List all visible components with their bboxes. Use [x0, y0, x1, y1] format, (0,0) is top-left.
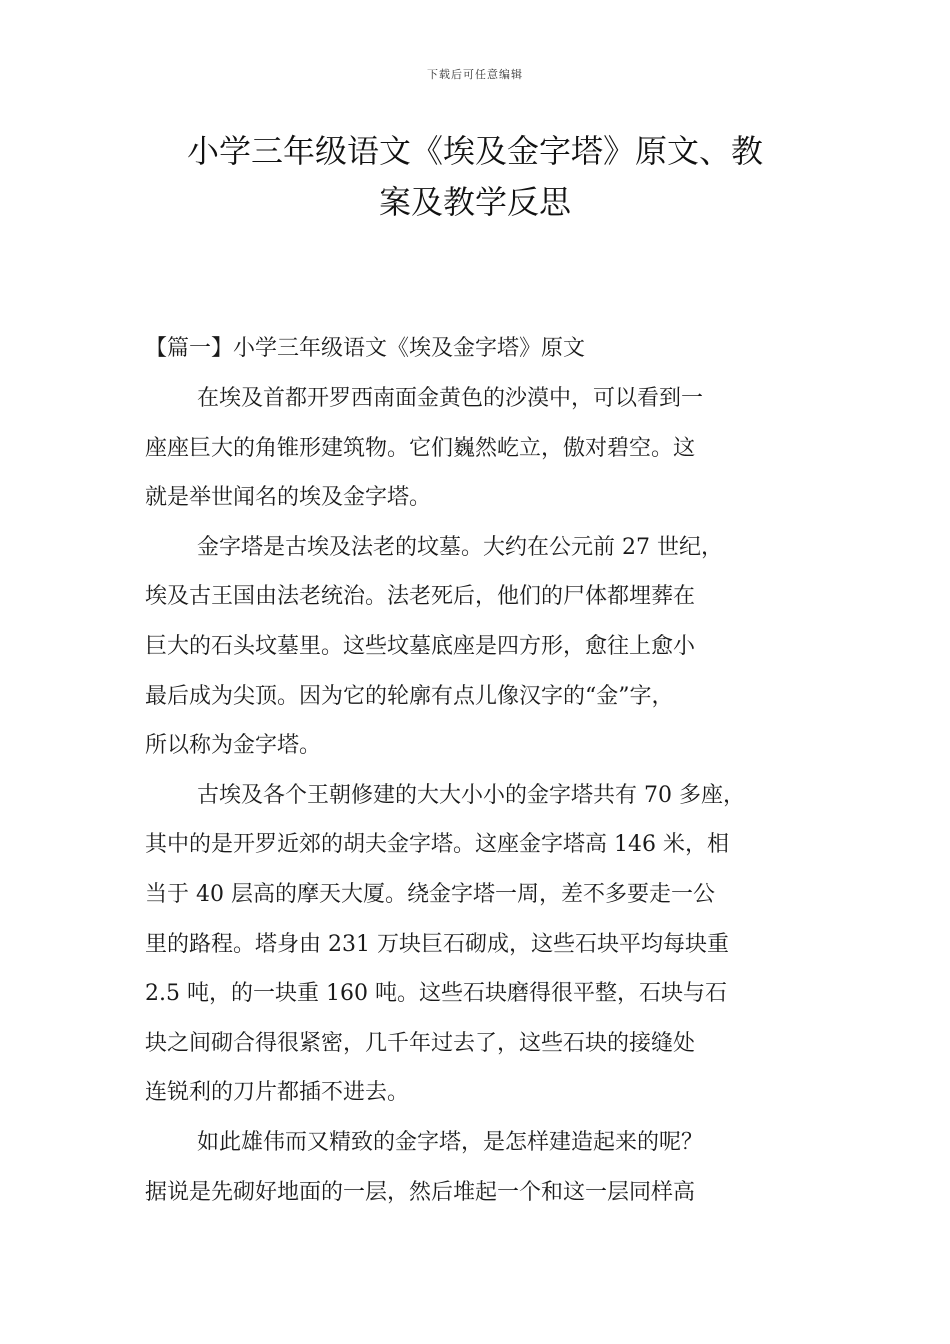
text-line: 里的路程。塔身由 231 万块巨石砌成，这些石块平均每块重: [145, 931, 729, 957]
text-line: 座座巨大的角锥形建筑物。它们巍然屹立，傲对碧空。这: [145, 435, 696, 461]
paragraph: [145, 1118, 815, 1217]
text-line: 其中的是开罗近郊的胡夫金字塔。这座金字塔高 146 米，相: [145, 832, 729, 858]
document-title: [145, 126, 805, 228]
text-line: 块之间砌合得很紧密，几千年过去了，这些石块的接缝处: [145, 1030, 696, 1056]
text-line: 巨大的石头坟墓里。这些坟墓底座是四方形，愈往上愈小: [145, 633, 696, 659]
text-line: 连锐利的刀片都插不进去。: [145, 1080, 410, 1106]
document-body: [145, 324, 815, 1217]
text-line: 2.5 吨，的一块重 160 吨。这些石块磨得很平整，石块与石: [145, 981, 727, 1007]
paragraph: [145, 374, 815, 523]
paragraph: [145, 771, 815, 1118]
text-line: 当于 40 层高的摩天大厦。绕金字塔一周，差不多要走一公: [145, 881, 715, 907]
paragraph: [145, 523, 815, 771]
text-line: 埃及古王国由法老统治。法老死后，他们的尸体都埋葬在: [145, 584, 696, 610]
text-line: 如此雄伟而又精致的金字塔，是怎样建造起来的呢？: [197, 1129, 704, 1155]
text-line: 在埃及首都开罗西南面金黄色的沙漠中，可以看到一: [197, 386, 704, 411]
title-line: 小学三年级语文《埃及金字塔》原文、教: [186, 132, 763, 170]
text-line: 金字塔是古埃及法老的坟墓。大约在公元前 27 世纪，: [197, 534, 723, 560]
text-line: 古埃及各个王朝修建的大大小小的金字塔共有 70 多座，: [197, 782, 745, 808]
text-line: 最后成为尖顶。因为它的轮廓有点儿像汉字的“金”字，: [145, 683, 674, 709]
text-line: 就是举世闻名的埃及金字塔。: [145, 485, 432, 511]
section-heading: 【篇一】小学三年级语文《埃及金字塔》原文: [145, 336, 586, 361]
text-line: 所以称为金字塔。: [145, 733, 322, 759]
text-line: 据说是先砌好地面的一层，然后堆起一个和这一层同样高: [145, 1179, 696, 1205]
header-note: 下载后可任意编辑: [427, 68, 523, 81]
title-line: 案及教学反思: [378, 183, 571, 221]
